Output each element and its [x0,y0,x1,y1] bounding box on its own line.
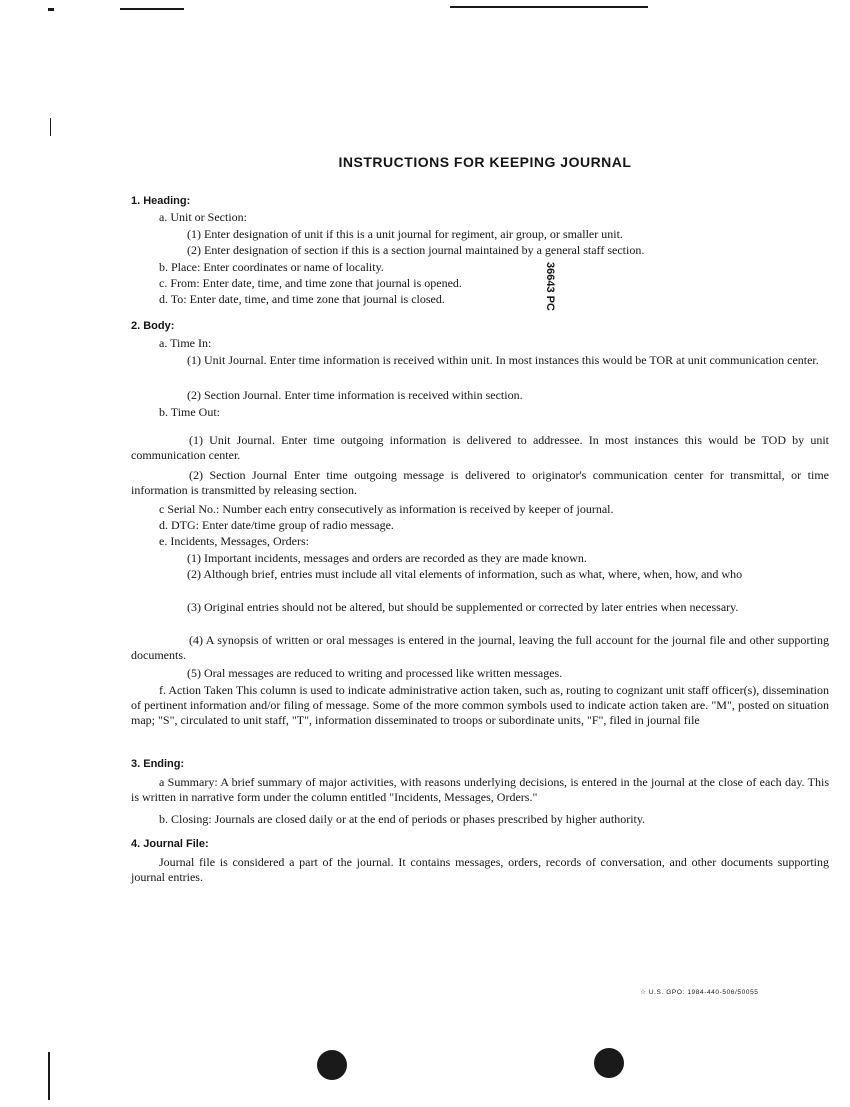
list-item: (2) Section Journal. Enter time information is received within section. [187,388,523,402]
list-item: d. To: Enter date, time, and time zone that journal is closed. [159,292,445,306]
section-heading: 1. Heading: [131,195,191,207]
print-footer: ☆ U.S. GPO: 1984-440-506/50055 [640,989,759,996]
list-item: f. Action Taken This column is used to indicate administrative action taken, such as, routing to cognizant unit staff officer(s), dissemination of pertinent information and/or filing of message. Some of the more common symbols used to indicate action taken are. "M", posted on situation map; "S", circulated to unit staff, "T", information disseminated to troops or subordinate units, "F", filed in journal file [131,683,829,727]
list-item: (3) Original entries should not be altered, but should be supplemented or corrected by later entries when necessary. [187,600,739,614]
list-item: a. Time In: [159,336,212,350]
list-item: (1) Unit Journal. Enter time outgoing information is delivered to addressee. In most instances this would be TOD by unit communication center. [131,433,829,462]
list-item: (2) Enter designation of section if this is a section journal maintained by a general staff section. [187,243,645,257]
paragraph: Journal file is considered a part of the journal. It contains messages, orders, records of conversation, and other documents supporting journal entries. [131,855,829,884]
list-item: c Serial No.: Number each entry consecutively as information is received by keeper of journal. [159,502,614,516]
punch-hole [317,1050,347,1080]
accession-stamp: 36643 PC [544,262,556,311]
list-item: a. Unit or Section: [159,210,247,224]
list-item: (2) Section Journal Enter time outgoing message is delivered to originator's communication center for transmittal, or time information is transmitted by releasing section. [131,468,829,497]
section-heading: 2. Body: [131,320,175,332]
list-item: b. Place: Enter coordinates or name of locality. [159,260,384,274]
list-item: (1) Unit Journal. Enter time information is received within unit. In most instances this would be TOR at unit communication center. [187,353,819,367]
list-item: (1) Important incidents, messages and orders are recorded as they are made known. [187,551,587,565]
list-item: d. DTG: Enter date/time group of radio message. [159,518,394,532]
page-title: INSTRUCTIONS FOR KEEPING JOURNAL [338,154,632,170]
scan-mark [48,1052,50,1100]
list-item: (2) Although brief, entries must include all vital elements of information, such as what, where, when, how, and who [187,567,743,581]
punch-hole [594,1048,624,1078]
list-item: (5) Oral messages are reduced to writing and processed like written messages. [187,666,563,680]
section-heading: 3. Ending: [131,758,185,770]
section-heading: 4. Journal File: [131,838,209,850]
list-item: b. Time Out: [159,405,221,419]
scan-mark [450,6,648,8]
list-item: e. Incidents, Messages, Orders: [159,534,309,548]
scan-mark [50,118,51,136]
list-item: (1) Enter designation of unit if this is a unit journal for regiment, air group, or smaller unit. [187,227,623,241]
list-item: c. From: Enter date, time, and time zone that journal is opened. [159,276,462,290]
scan-mark [48,8,54,11]
list-item: b. Closing: Journals are closed daily or at the end of periods or phases prescribed by higher authority. [159,812,646,826]
list-item: (4) A synopsis of written or oral messages is entered in the journal, leaving the full account for the journal file and other supporting documents. [131,633,829,662]
list-item: a Summary: A brief summary of major activities, with reasons underlying decisions, is entered in the journal at the close of each day. This is written in narrative form under the column entitled "Incidents, Messages, Orders." [131,775,829,804]
scan-mark [120,8,184,10]
